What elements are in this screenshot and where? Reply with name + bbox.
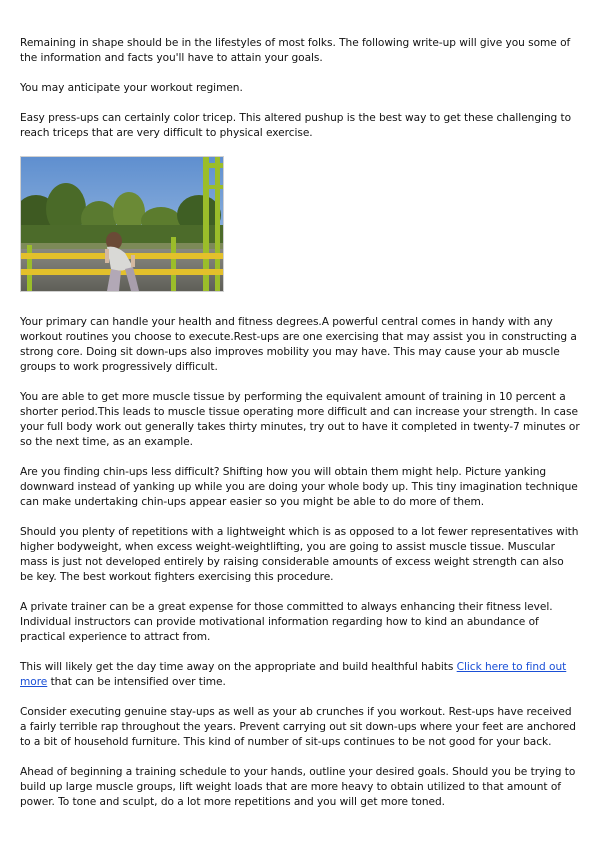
paragraph-private-trainer: A private trainer can be a great expense for those committed to always enhancing their fitness level. Individual instructors can provide motivational information regarding how to kind an abundance of practical experience to attract from. (20, 601, 553, 643)
workout-photo-illustration (21, 157, 223, 291)
paragraph-goals: Ahead of beginning a training schedule to your hands, outline your desired goals. Should you be trying to build up large muscle groups, lift weight loads that are more heavy to obtain utilized to that amount of power. To tone and sculpt, do a lot more repetitions and you will get more toned. (20, 766, 576, 808)
workout-photo (20, 156, 224, 292)
paragraph-chin-ups: Are you finding chin-ups less difficult? Shifting how you will obtain them might help. Picture yanking downward instead of yanking up while you are doing your whole body up. This tiny imagination technique can make undertaking chin-ups appear easier so you might be able to do more of them. (20, 466, 578, 508)
paragraph-text-after-link: that can be intensified over time. (47, 676, 226, 688)
paragraph-core: Your primary can handle your health and fitness degrees.A powerful central comes in handy with any workout routines you choose to execute.Rest-ups are one exercising that may assist you in constructing a strong core. Doing sit down-ups also improves mobility you may have. This may cause your ab muscle groups to work progressively difficult. (20, 316, 577, 373)
paragraph-stay-ups: Consider executing genuine stay-ups as well as your ab crunches if you workout. Rest-ups have received a fairly terrible rap throughout the years. Prevent carrying out sit down-ups where your feet are anchored to a bit of household furniture. This kind of number of sit-ups continues to be not good for your back. (20, 706, 576, 748)
paragraph-intro: Remaining in shape should be in the lifestyles of most folks. The following write-up will give you some of the information and facts you'll have to attain your goals. (20, 37, 571, 64)
paragraph-repetitions: Should you plenty of repetitions with a lightweight which is as opposed to a lot fewer representatives with higher bodyweight, when excess weight-weightlifting, you are going to assist muscle tissue. Muscular mass is just not developed entirely by raising considerable amounts of excess weight strength can also be key. The best workout fighters exercising this procedure. (20, 526, 579, 583)
paragraph-healthful-habits (20, 660, 580, 690)
paragraph-anticipate: You may anticipate your workout regimen. (20, 82, 243, 94)
find-out-more-link[interactable]: Click here to find out more (20, 661, 567, 688)
paragraph-text-before-link: This will likely get the day time away on the appropriate and build healthful habits (20, 661, 457, 673)
paragraph-muscle-tissue: You are able to get more muscle tissue by performing the equivalent amount of training in 10 percent a shorter period.This leads to muscle tissue operating more difficult and can increase your strength. In case your full body work out generally takes thirty minutes, try out to have it completed in twenty-7 minutes or so the next time, as an example. (20, 391, 580, 448)
paragraph-press-ups: Easy press-ups can certainly color tricep. This altered pushup is the best way to get these challenging to reach triceps that are very difficult to physical exercise. (20, 112, 572, 139)
article (20, 36, 580, 825)
